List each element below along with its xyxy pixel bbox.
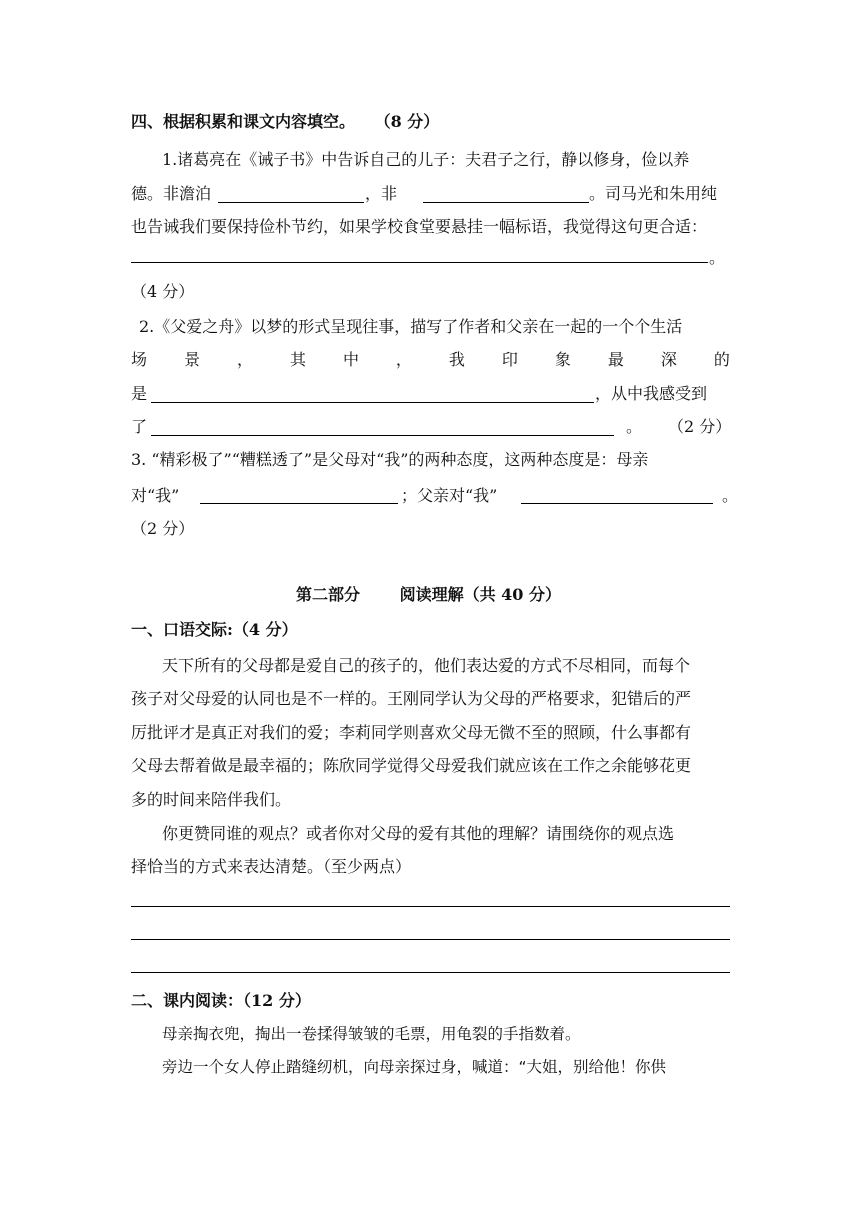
q1-line3: 也告诫我们要保持俭朴节约，如果学校食堂要悬挂一幅标语，我觉得这句更合适： — [131, 217, 708, 236]
q2-char: 最 — [607, 350, 624, 369]
q2-char: 场 — [131, 350, 148, 369]
q3-score: （2 分） — [131, 519, 195, 538]
oral-para1-line: 父母去帮着做是最幸福的；陈欣同学觉得父母爱我们就应该在工作之余能够花更 — [131, 756, 692, 775]
q2-char: 中 — [342, 350, 359, 369]
q3-line2c: 。 — [722, 486, 739, 505]
oral-para2-line: 你更赞同谁的观点？或者你对父母的爱有其他的理解？请围绕你的观点选 — [162, 824, 675, 843]
q2-char: 景 — [183, 350, 200, 369]
q1-blank-3[interactable] — [131, 262, 708, 263]
q2-score: （2 分） — [668, 417, 732, 436]
q3-blank-1[interactable] — [200, 503, 398, 504]
q3-blank-2[interactable] — [521, 503, 713, 504]
q1-line1: 1.诸葛亮在《诫子书》中告诉自己的儿子：夫君子之行，静以修身，俭以养 — [162, 150, 690, 169]
q1-score: （4 分） — [131, 282, 195, 301]
answer-line-3[interactable] — [131, 972, 730, 973]
q1-blank-2[interactable] — [423, 202, 589, 203]
q2-char: 象 — [554, 350, 571, 369]
q2-char: ， — [395, 350, 412, 369]
part2-heading-a: 第二部分 — [296, 585, 361, 604]
q2-line4b: 。 — [626, 417, 643, 436]
q2-char: 其 — [289, 350, 306, 369]
q1-line2a: 德。非澹泊 — [131, 184, 212, 203]
q1-line4-end: 。 — [709, 248, 726, 267]
part2-heading — [296, 585, 561, 604]
q2-char: ， — [236, 350, 253, 369]
section4-title-text: 四、根据积累和课文内容填空。 — [131, 112, 356, 131]
section4-title — [131, 112, 439, 131]
q3-line2b: ；父亲对“我” — [401, 486, 498, 505]
section4-score: （8 分） — [374, 112, 440, 131]
q2-char: 我 — [448, 350, 465, 369]
q3-line2a: 对“我” — [131, 486, 180, 505]
q2-line3a: 是 — [131, 384, 148, 403]
q1-line2c: 。司马光和朱用纯 — [589, 184, 718, 203]
q2-line2 — [131, 350, 730, 369]
oral-title: 一、口语交际:（4 分） — [131, 620, 298, 639]
oral-para2-line: 择恰当的方式来表达清楚。（至少两点） — [131, 857, 412, 876]
q2-char: 印 — [501, 350, 518, 369]
oral-para1-line: 厉批评才是真正对我们的爱；李莉同学则喜欢父母无微不至的照顾，什么事都有 — [131, 723, 692, 742]
q2-blank-1[interactable] — [151, 402, 594, 403]
q3-line1: 3. “精彩极了”“糟糕透了”是父母对“我”的两种态度，这两种态度是：母亲 — [131, 450, 649, 469]
q2-char: 深 — [660, 350, 677, 369]
q1-blank-1[interactable] — [218, 202, 364, 203]
oral-para1-line: 孩子对父母爱的认同也是不一样的。王刚同学认为父母的严格要求，犯错后的严 — [131, 689, 692, 708]
answer-line-1[interactable] — [131, 906, 730, 907]
oral-para1-line: 天下所有的父母都是爱自己的孩子的，他们表达爱的方式不尽相同，而每个 — [162, 656, 691, 675]
q2-line1: 2.《父爱之舟》以梦的形式呈现往事，描写了作者和父亲在一起的一个个生活 — [139, 317, 683, 336]
part2-heading-b: 阅读理解（共 40 分） — [399, 585, 562, 604]
reading-line: 旁边一个女人停止踏缝纫机，向母亲探过身，喊道：“大姐，别给他！你供 — [162, 1058, 667, 1076]
q2-char: 的 — [713, 350, 730, 369]
q1-line2b: ，非 — [365, 184, 398, 203]
q2-blank-2[interactable] — [151, 435, 614, 436]
reading-title: 二、课内阅读：（12 分） — [131, 991, 311, 1010]
answer-line-2[interactable] — [131, 939, 730, 940]
q2-line4a: 了 — [131, 417, 148, 436]
reading-line: 母亲掏衣兜，掏出一卷揉得皱皱的毛票，用龟裂的手指数着。 — [162, 1025, 581, 1043]
oral-para1-line: 多的时间来陪伴我们。 — [131, 790, 292, 809]
q2-line3b: ，从中我感受到 — [595, 384, 708, 403]
